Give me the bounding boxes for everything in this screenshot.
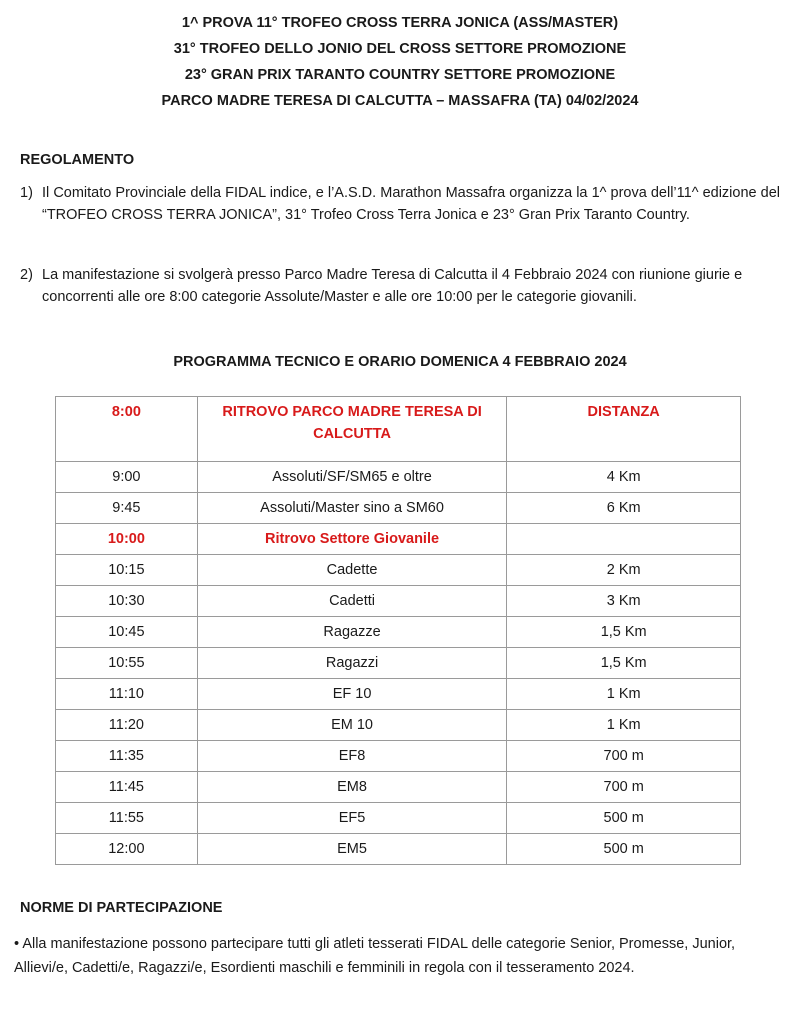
header-distance: DISTANZA <box>507 397 741 462</box>
row-event: EM8 <box>197 772 507 803</box>
row-event: Ragazze <box>197 617 507 648</box>
row-time: 9:00 <box>56 462 198 493</box>
table-row <box>56 741 741 772</box>
norme-text: Alla manifestazione possono partecipare tutti gli atleti tesserati FIDAL delle categorie Senior, Promesse, Junior, Allievi/e, Cadetti/e, Ragazzi/e, Esordienti maschili e femminili in regola con il tesseramento 2024. <box>14 936 736 976</box>
row-event: Ragazzi <box>197 648 507 679</box>
row-event: EF8 <box>197 741 507 772</box>
row-distance: 500 m <box>507 803 741 834</box>
row-distance <box>507 524 741 555</box>
row-time: 11:45 <box>56 772 198 803</box>
rule-text: Il Comitato Provinciale della FIDAL indice, e l’A.S.D. Marathon Massafra organizza la 1^ prova dell’11^ edizione del “TROFEO CROSS TERRA JONICA”, 31° Trofeo Cross Terra Jonica e 23° Gran Prix Taranto Country. <box>42 185 780 223</box>
row-distance: 1 Km <box>507 710 741 741</box>
row-distance: 1,5 Km <box>507 648 741 679</box>
row-distance: 3 Km <box>507 586 741 617</box>
row-time: 10:45 <box>56 617 198 648</box>
table-row <box>56 493 741 524</box>
row-event: EF 10 <box>197 679 507 710</box>
table-row <box>56 772 741 803</box>
table-row <box>56 803 741 834</box>
table-row <box>56 648 741 679</box>
row-event: EF5 <box>197 803 507 834</box>
row-event: Ritrovo Settore Giovanile <box>197 524 507 555</box>
document-header <box>0 0 800 114</box>
header-title-line-3: 23° GRAN PRIX TARANTO COUNTRY SETTORE PROMOZIONE <box>184 67 616 83</box>
rule-number: 2) <box>20 267 33 283</box>
row-time: 10:55 <box>56 648 198 679</box>
row-distance: 700 m <box>507 772 741 803</box>
row-event: EM5 <box>197 834 507 865</box>
table-row <box>56 710 741 741</box>
header-title-line-2: 31° TROFEO DELLO JONIO DEL CROSS SETTORE PROMOZIONE <box>173 41 627 57</box>
row-distance: 500 m <box>507 834 741 865</box>
header-title-line-1: 1^ PROVA 11° TROFEO CROSS TERRA JONICA (ASS/MASTER) <box>181 15 619 31</box>
row-distance: 1 Km <box>507 679 741 710</box>
table-row <box>56 462 741 493</box>
row-distance: 6 Km <box>507 493 741 524</box>
table-row <box>56 555 741 586</box>
table-row <box>56 834 741 865</box>
rule-item <box>20 264 780 308</box>
row-time: 12:00 <box>56 834 198 865</box>
row-distance: 2 Km <box>507 555 741 586</box>
row-time: 10:30 <box>56 586 198 617</box>
row-time: 10:15 <box>56 555 198 586</box>
row-distance: 700 m <box>507 741 741 772</box>
bullet-icon: • <box>14 936 20 952</box>
schedule-header-row <box>56 397 741 462</box>
row-event: Assoluti/Master sino a SM60 <box>197 493 507 524</box>
table-row <box>56 679 741 710</box>
row-time: 11:35 <box>56 741 198 772</box>
header-event: RITROVO PARCO MADRE TERESA DI CALCUTTA <box>197 397 507 462</box>
row-distance: 4 Km <box>507 462 741 493</box>
rule-item <box>20 182 780 226</box>
row-event: Cadette <box>197 555 507 586</box>
regolamento-title: REGOLAMENTO <box>20 152 135 168</box>
table-row-highlight <box>56 524 741 555</box>
schedule-table <box>55 396 741 865</box>
rule-text: La manifestazione si svolgerà presso Parco Madre Teresa di Calcutta il 4 Febbraio 2024 con riunione giurie e concorrenti alle ore 8:00 categorie Assolute/Master e alle ore 10:00 per le categorie giovanili. <box>42 267 743 305</box>
header-time: 8:00 <box>56 397 198 462</box>
row-time: 11:20 <box>56 710 198 741</box>
row-time: 11:10 <box>56 679 198 710</box>
norme-title: NORME DI PARTECIPAZIONE <box>20 900 223 916</box>
row-distance: 1,5 Km <box>507 617 741 648</box>
rule-number: 1) <box>20 185 33 201</box>
row-event: Assoluti/SF/SM65 e oltre <box>197 462 507 493</box>
row-time: 10:00 <box>56 524 198 555</box>
norme-paragraph <box>14 932 789 980</box>
row-time: 11:55 <box>56 803 198 834</box>
table-row <box>56 586 741 617</box>
row-event: Cadetti <box>197 586 507 617</box>
header-location-date: PARCO MADRE TERESA DI CALCUTTA – MASSAFRA (TA) 04/02/2024 <box>161 93 639 109</box>
row-event: EM 10 <box>197 710 507 741</box>
table-row <box>56 617 741 648</box>
row-time: 9:45 <box>56 493 198 524</box>
programma-title: PROGRAMMA TECNICO E ORARIO DOMENICA 4 FEBBRAIO 2024 <box>173 354 627 370</box>
